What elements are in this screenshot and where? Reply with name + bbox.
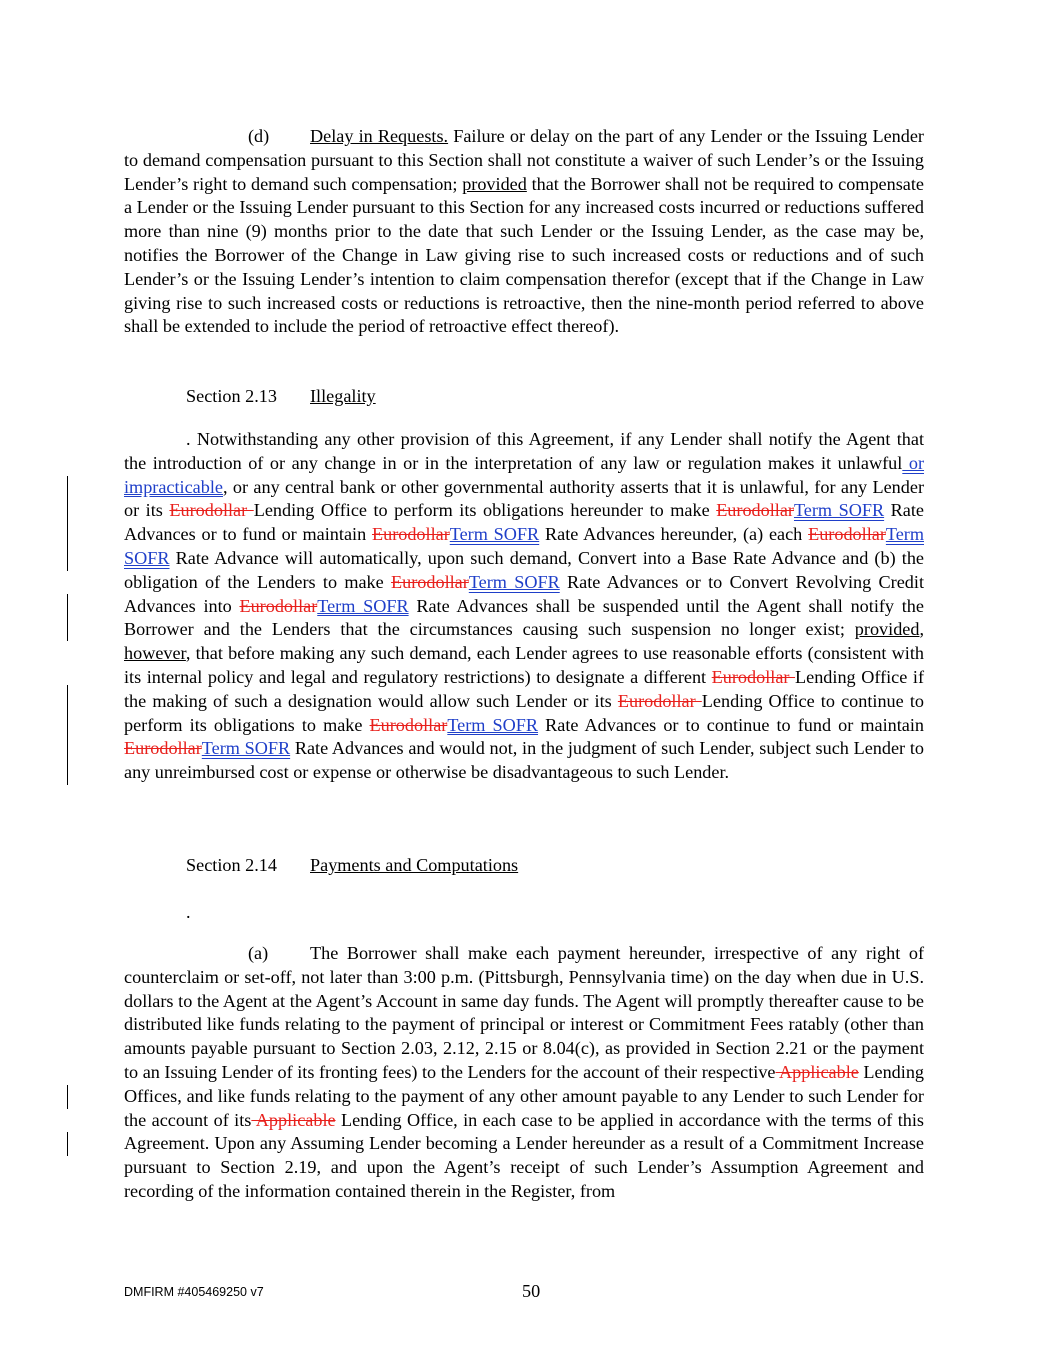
page-number: 50 (522, 1281, 541, 1301)
deletion: Eurodollar (169, 500, 254, 521)
section-title: Illegality (310, 386, 376, 406)
change-bar (67, 685, 68, 785)
section-number: Section 2.14 (186, 855, 277, 875)
section-2-14-dot: . (186, 902, 191, 922)
deletion: Eurodollar (711, 666, 796, 687)
deletion: Eurodollar (391, 571, 469, 592)
insertion: or impracticable (124, 452, 925, 497)
section-2-13-body: . Notwithstanding any other provision of this Agreement, if any Lender shall notify the Agent that the introduction of or any change in or in the interpretation of any law or regulation makes it unlawful or impracticable, or any central bank or other governmental authority asserts that it is unlawful, for any Lender or its Eurodollar Lending Office to perform its obligations hereunder to make EurodollarTerm SOFR Rate Advances or to fund or maintain EurodollarTerm SOFR Rate Advances hereunder, (a) each EurodollarTerm SOFR Rate Advance will automatically, upon such demand, Convert into a Base Rate Advance and (b) the obligation of the Lenders to make EurodollarTerm SOFR Rate Advances or to Convert Revolving Credit Advances into EurodollarTerm SOFR Rate Advances shall be suspended until the Agent shall notify the Borrower and the Lenders that the circumstances causing such suspension no longer exist; provided, however, that before making any such demand, each Lender agrees to use reasonable efforts (consistent with its internal policy and legal and regulatory restrictions) to designate a different Eurodollar Lending Office if the making of such a designation would allow such Lender or its Eurodollar Lending Office to continue to perform its obligations to make EurodollarTerm SOFR Rate Advances or to continue to fund or maintain EurodollarTerm SOFR Rate Advances and would not, in the judgment of such Lender, subject such Lender to any unreimbursed cost or expense or otherwise be disadvantageous to such Lender. (124, 429, 925, 783)
insertion: Term SOFR (124, 524, 924, 568)
deletion: Eurodollar (369, 714, 448, 735)
insertion: Term SOFR (468, 571, 560, 592)
deletion: Eurodollar (808, 524, 886, 545)
section-2-13-heading (186, 384, 376, 408)
however-term: however (124, 643, 186, 664)
deletion: Eurodollar (124, 738, 202, 759)
paragraph-d-label: (d) (248, 126, 270, 146)
insertion: Term SOFR (449, 524, 540, 545)
paragraph-d-heading: Delay in Requests. (310, 126, 449, 146)
deletion: Eurodollar (371, 524, 450, 545)
deletion: Eurodollar (716, 500, 794, 521)
change-bar (67, 594, 68, 641)
insertion: Term SOFR (447, 714, 539, 735)
insertion: Term SOFR (317, 595, 409, 616)
paragraph-a: (a) The Borrower shall make each payment hereunder, irrespective of any right of counterclaim or set-off, not later than 3:00 p.m. (Pittsburgh, Pennsylvania time) on the day when due in U.S. dollars to the Agent at the Agent’s Account in same day funds. The Agent will promptly thereafter cause to be distributed like funds relating to the payment of principal or interest or Commitment Fees ratably (other than amounts payable pursuant to Section 2.03, 2.12, 2.15 or 8.04(c), as provided in Section 2.21 or the payment to an Issuing Lender of its fronting fees) to the Lenders for the account of their respective Applicable Lending Offices, and like funds relating to the payment of any other amount payable to any Lender to such Lender for the account of its Applicable Lending Office, in each case to be applied in accordance with the terms of this Agreement. Upon any Assuming Lender becoming a Lender hereunder as a result of a Commitment Increase pursuant to Section 2.19, and upon the Agent’s receipt of such Lender’s Assumption Agreement and recording of the information contained therein in the Register, from (124, 943, 925, 1201)
deletion: Eurodollar (239, 595, 318, 616)
insertion: Term SOFR (793, 500, 885, 521)
deletion: Eurodollar (617, 690, 702, 711)
paragraph-d: (d) Delay in Requests. Failure or delay on the part of any Lender or the Issuing Lender to demand compensation pursuant to this Section shall not constitute a waiver of such Lender’s or the Issuing Lender’s right to demand such compensation; provided that the Borrower shall not be required to compensate a Lender or the Issuing Lender pursuant to this Section for any increased costs incurred or reductions suffered more than nine (9) months prior to the date that such Lender or the Issuing Lender, as the case may be, notifies the Borrower of the Change in Law giving rise to such increased costs or reductions and of such Lender’s or the Issuing Lender’s intention to claim compensation therefor (except that if the Change in Law giving rise to such increased costs or reductions is retroactive, then the nine-month period referred to above shall be extended to include the period of retroactive effect thereof). (124, 126, 924, 337)
paragraph-a-label: (a) (248, 943, 269, 963)
document-id: DMFIRM #405469250 v7 (124, 1285, 264, 1299)
section-number: Section 2.13 (186, 386, 277, 406)
deletion: Applicable (775, 1061, 859, 1082)
provided-term: provided (854, 619, 920, 640)
change-bar (67, 1132, 68, 1156)
insertion: Term SOFR (201, 738, 291, 759)
provided-term: provided (462, 173, 527, 194)
deletion: Applicable (251, 1109, 336, 1130)
change-bar (67, 1085, 68, 1109)
section-title: Payments and Computations (310, 855, 519, 875)
section-2-14-heading (186, 853, 518, 877)
change-bar (67, 476, 68, 571)
